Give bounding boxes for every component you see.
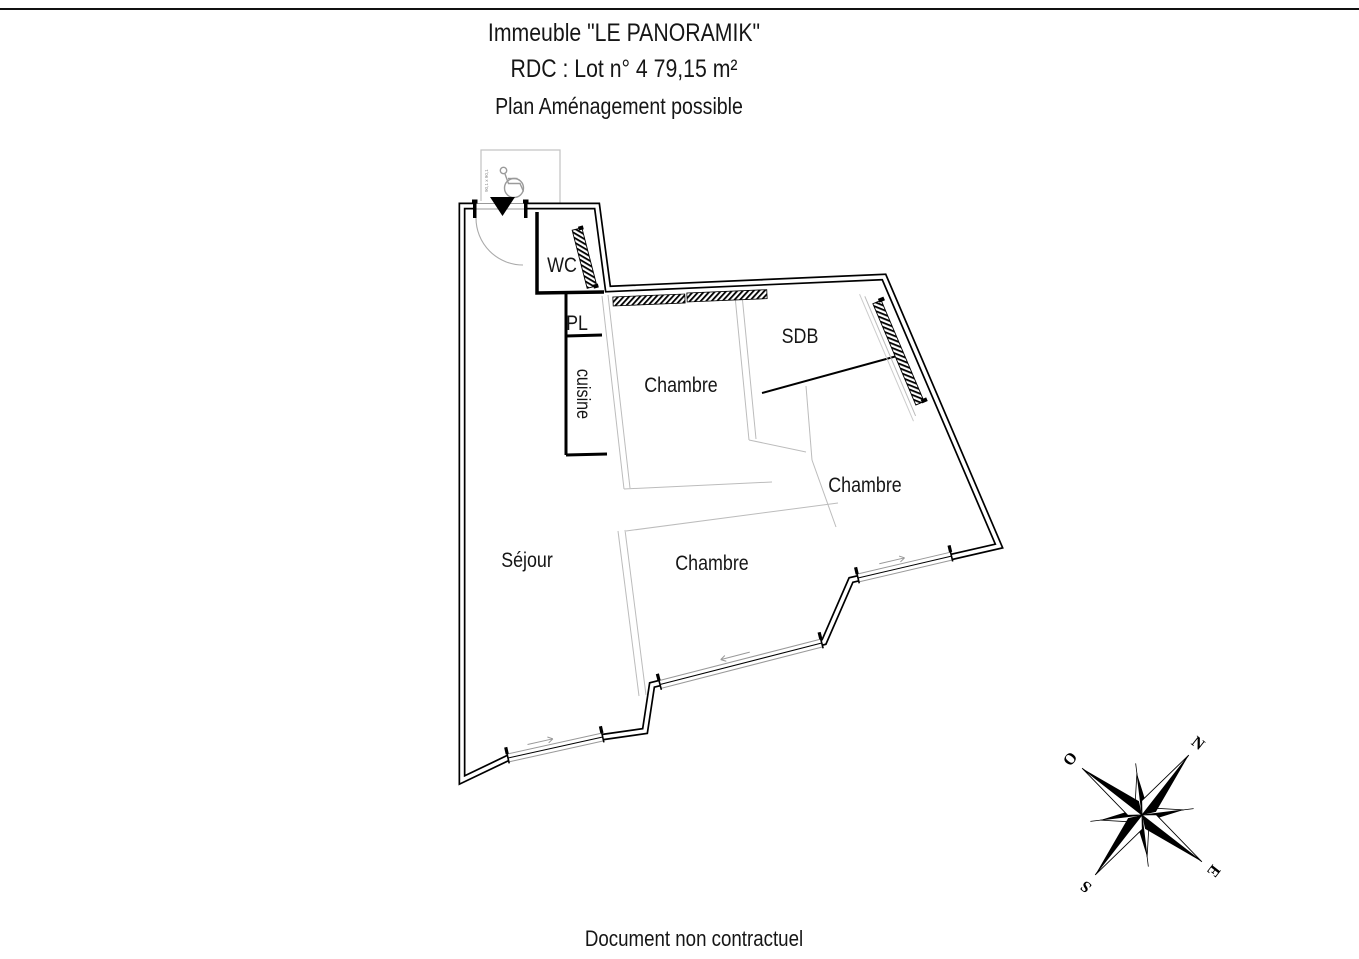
- room-label-chambre-1: Chambre: [644, 374, 718, 397]
- compass-rose: [1003, 676, 1281, 954]
- lot-subtitle: RDC : Lot n° 4 79,15 m²: [510, 55, 738, 83]
- plan-caption: Plan Aménagement possible: [495, 93, 743, 119]
- room-label-pl: PL: [566, 312, 588, 335]
- room-label-cuisine: cuisine: [572, 368, 593, 420]
- compass-north-label: N: [1187, 733, 1208, 754]
- compass-south-label: S: [1077, 876, 1096, 896]
- room-label-chambre-3: Chambre: [675, 552, 749, 575]
- room-label-wc: WC: [547, 254, 577, 277]
- room-label-sejour: Séjour: [501, 549, 553, 572]
- entrance-dimension-label: 90,1 x 90,1: [484, 169, 489, 192]
- room-label-sdb: SDB: [781, 325, 819, 348]
- room-label-chambre-2: Chambre: [828, 474, 902, 497]
- disclaimer-text: Document non contractuel: [584, 926, 804, 951]
- building-title: Immeuble "LE PANORAMIK": [487, 19, 761, 47]
- compass-east-label: E: [1203, 861, 1224, 881]
- compass-west-label: O: [1060, 749, 1082, 770]
